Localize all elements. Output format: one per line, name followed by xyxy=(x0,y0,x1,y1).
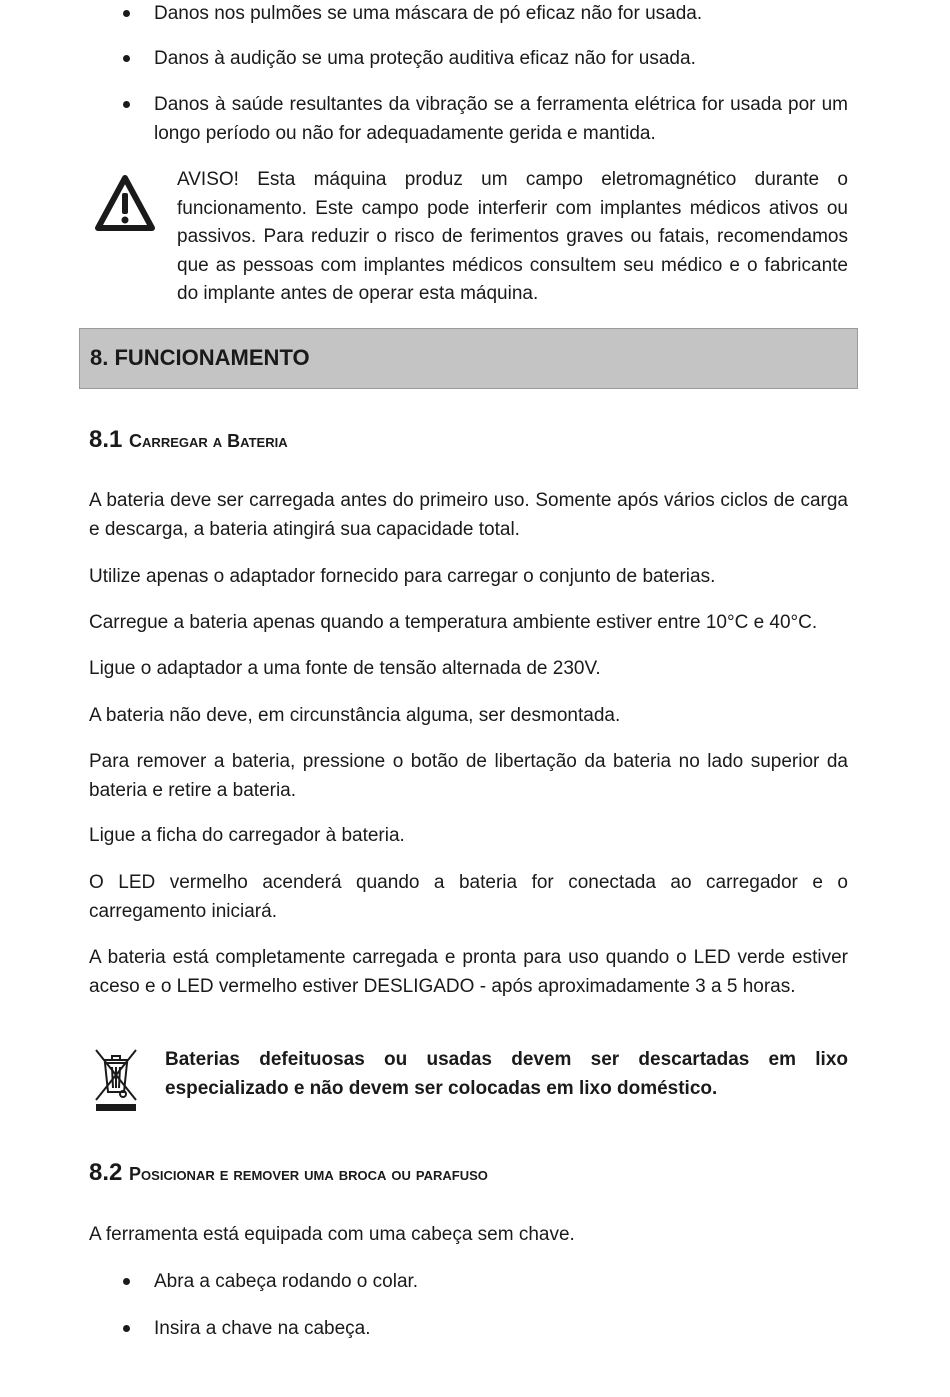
section-title: 8. FUNCIONAMENTO xyxy=(90,345,310,370)
bullet-dot xyxy=(123,101,130,108)
paragraph: Carregue a bateria apenas quando a temperatura ambiente estiver entre 10°C e 40°C. xyxy=(89,612,818,633)
paragraph: Ligue o adaptador a uma fonte de tensão alternada de 230V. xyxy=(89,658,601,679)
paragraph: Para remover a bateria, pressione o botão de libertação da bateria no lado superior da bateria e retire a bateria. xyxy=(89,751,848,801)
crossed-out-wheelie-bin-icon xyxy=(92,1046,140,1114)
list-item: Abra a cabeça rodando o colar. xyxy=(154,1271,419,1292)
list-item: Insira a chave na cabeça. xyxy=(154,1318,371,1339)
paragraph: A bateria não deve, em circunstância alguma, ser desmontada. xyxy=(89,705,621,726)
paragraph: A ferramenta está equipada com uma cabeça sem chave. xyxy=(89,1224,575,1245)
list-item: Danos à saúde resultantes da vibração se a ferramenta elétrica for usada por um longo período ou não for adequadamente gerida e mantida. xyxy=(154,94,848,144)
subsection-title: Carregar a Bateria xyxy=(129,431,288,451)
disposal-text: Baterias defeituosas ou usadas devem ser descartadas em lixo especializado e não devem ser colocadas em lixo doméstico. xyxy=(165,1049,848,1099)
subsection-heading-8-2 xyxy=(89,1159,488,1187)
subsection-heading-8-1 xyxy=(89,426,288,454)
bullet-dot xyxy=(123,1278,130,1285)
bullet-dot xyxy=(123,55,130,62)
bullet-dot xyxy=(123,10,130,17)
paragraph: Utilize apenas o adaptador fornecido para carregar o conjunto de baterias. xyxy=(89,566,716,587)
warning-triangle-icon xyxy=(94,174,156,232)
paragraph: O LED vermelho acenderá quando a bateria for conectada ao carregador e o carregamento iniciará. xyxy=(89,872,848,922)
paragraph: A bateria deve ser carregada antes do primeiro uso. Somente após vários ciclos de carga e descarga, a bateria atingirá sua capacidade total. xyxy=(89,490,848,540)
subsection-number: 8.2 xyxy=(89,1159,123,1186)
paragraph: A bateria está completamente carregada e pronta para uso quando o LED verde estiver aceso e o LED vermelho estiver DESLIGADO - após aproximadamente 3 a 5 horas. xyxy=(89,947,848,997)
list-item: Danos nos pulmões se uma máscara de pó eficaz não for usada. xyxy=(154,3,703,24)
section-header xyxy=(79,328,858,389)
paragraph: Ligue a ficha do carregador à bateria. xyxy=(89,825,405,846)
subsection-title: Posicionar e remover uma broca ou parafuso xyxy=(129,1164,488,1184)
warning-text: AVISO! Esta máquina produz um campo eletromagnético durante o funcionamento. Este campo pode interferir com implantes médicos ativos ou passivos. Para reduzir o risco de ferimentos graves ou fatais, recomendamos que as pessoas com implantes médicos consultem seu médico e o fabricante do implante antes de operar esta máquina. xyxy=(177,169,848,304)
list-item: Danos à audição se uma proteção auditiva eficaz não for usada. xyxy=(154,48,696,69)
subsection-number: 8.1 xyxy=(89,426,123,453)
bullet-dot xyxy=(123,1325,130,1332)
